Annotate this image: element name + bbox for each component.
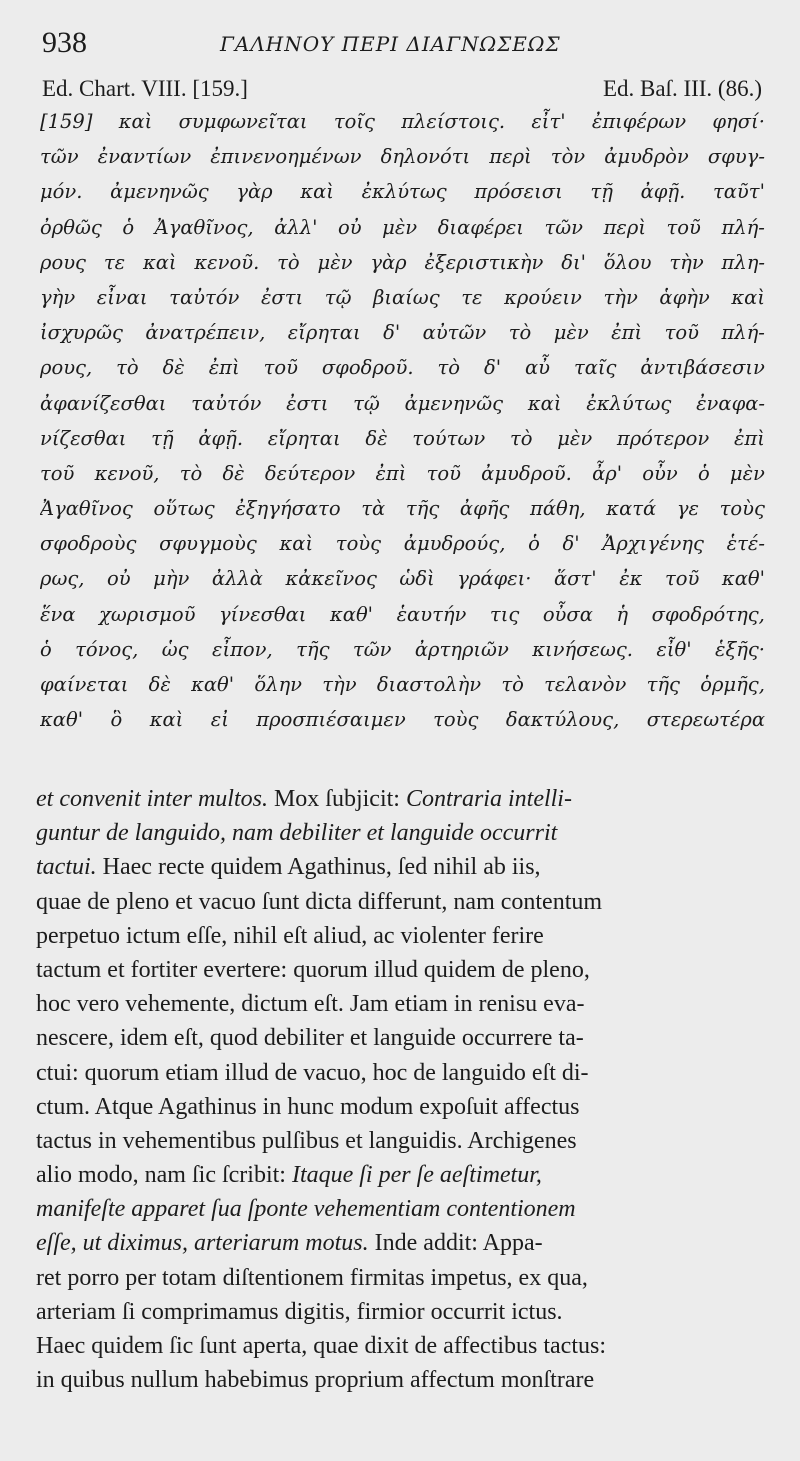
greek-text-line: Ἀγαθῖνος οὕτως ἐξηγήσατο τὰ τῆς ἀφῆς πάθη, κατά γε τοὺς bbox=[40, 497, 765, 521]
latin-text-line bbox=[36, 1124, 765, 1158]
text-run: alio modo, nam ſic ſcribit: bbox=[36, 1162, 292, 1189]
latin-text-line bbox=[36, 1363, 765, 1397]
greek-text-line: σφοδροὺς σφυγμοὺς καὶ τοὺς ἀμυδρούς, ὁ δ' Ἀρχιγένης ἑτέ- bbox=[40, 532, 765, 556]
greek-text-line: ὁ τόνος, ὡς εἶπον, τῆς τῶν ἀρτηριῶν κινήσεως. εἶθ' ἑξῆς· bbox=[40, 637, 765, 661]
latin-text-block bbox=[36, 782, 765, 1397]
latin-text-line bbox=[36, 1295, 765, 1329]
text-run: arteriam ſi comprimamus digitis, firmior occurrit ictus. bbox=[36, 1298, 563, 1325]
greek-text-line: ἀφανίζεσθαι ταὐτόν ἐστι τῷ ἀμενηνῶς καὶ ἐκλύτως ἐναφα- bbox=[40, 391, 765, 415]
greek-text-line: τοῦ κενοῦ, τὸ δὲ δεύτερον ἐπὶ τοῦ ἀμυδροῦ. ἆρ' οὖν ὁ μὲν bbox=[40, 461, 765, 485]
greek-text-line: τῶν ἐναντίων ἐπινενοημένων δηλονότι περὶ τὸν ἀμυδρὸν σφυγ- bbox=[40, 145, 765, 169]
text-run: quae de pleno et vacuo ſunt dicta differunt, nam contentum bbox=[36, 888, 603, 915]
greek-text-line: μόν. ἀμενηνῶς γὰρ καὶ ἐκλύτως πρόσεισι τῇ ἀφῇ. ταῦτ' bbox=[40, 180, 765, 204]
greek-text-line: [159] καὶ συμφωνεῖται τοῖς πλείστοις. εἶτ' ἐπιφέρων φησί· bbox=[40, 110, 765, 133]
latin-text-line bbox=[36, 850, 765, 884]
latin-text-line bbox=[36, 1261, 765, 1295]
latin-text-line bbox=[36, 1192, 765, 1226]
latin-text-line bbox=[36, 885, 765, 919]
text-run: ctum. Atque Agathinus in hunc modum expoſuit affectus bbox=[36, 1093, 580, 1120]
greek-text-line: φαίνεται δὲ καθ' ὅλην τὴν διαστολὴν τὸ τελανὸν τῆς ὁρμῆς, bbox=[40, 673, 765, 696]
edition-references bbox=[42, 76, 762, 106]
greek-text-line: ρως, οὐ μὴν ἀλλὰ κἀκεῖνος ὡδὶ γράφει· ἅστ' ἐκ τοῦ καθ' bbox=[40, 567, 765, 591]
quoted-text-run: guntur de languido, nam debiliter et languide occurrit bbox=[36, 820, 558, 847]
edition-basel-ref: Ed. Baſ. III. (86.) bbox=[602, 76, 762, 101]
latin-text-line bbox=[36, 1090, 765, 1124]
text-run: tactus in vehementibus pulſibus et languidis. Archigenes bbox=[36, 1127, 577, 1154]
quoted-text-run: tactui. bbox=[36, 854, 97, 881]
greek-text-line: νίζεσθαι τῇ ἀφῇ. εἴρηται δὲ τούτων τὸ μὲν πρότερον ἐπὶ bbox=[40, 426, 765, 450]
latin-text-line bbox=[36, 987, 765, 1021]
text-run: Haec recte quidem Agathinus, ſed nihil ab iis, bbox=[96, 854, 541, 881]
latin-text-line bbox=[36, 1056, 765, 1090]
running-title: ΓΑΛΗΝΟΥ ΠΕΡΙ ΔΙΑΓΝΩΣΕΩΣ bbox=[220, 32, 561, 56]
text-run: Inde addit: Appa- bbox=[368, 1230, 543, 1257]
text-run: in quibus nullum habebimus proprium affectum monſtrare bbox=[36, 1367, 595, 1394]
greek-text-block bbox=[40, 104, 765, 737]
latin-text-line bbox=[36, 1226, 765, 1260]
greek-text-line: ὀρθῶς ὁ Ἀγαθῖνος, ἀλλ' οὐ μὲν διαφέρει τῶν περὶ τοῦ πλή- bbox=[40, 215, 765, 239]
greek-text-line: καθ' ὃ καὶ εἰ προσπιέσαιμεν τοὺς δακτύλους, στερεωτέρα bbox=[40, 708, 765, 732]
latin-text-line bbox=[36, 1158, 765, 1192]
page-header bbox=[42, 22, 762, 66]
text-run: ctui: quorum etiam illud de vacuo, hoc de languido eſt di- bbox=[36, 1059, 589, 1086]
latin-text-line bbox=[36, 1021, 765, 1055]
greek-text-line: ρους, τὸ δὲ ἐπὶ τοῦ σφοδροῦ. τὸ δ' αὖ ταῖς ἀντιβάσεσιν bbox=[40, 356, 765, 380]
quoted-text-run: Contraria intelli- bbox=[405, 786, 572, 812]
greek-text-line: ρους τε καὶ κενοῦ. τὸ μὲν γὰρ ἐξεριστικὴν δι' ὅλου τὴν πλη- bbox=[40, 250, 765, 274]
latin-text-line bbox=[36, 782, 765, 816]
text-run: ret porro per totam diſtentionem firmitas impetus, ex qua, bbox=[36, 1264, 588, 1291]
text-run: Mox ſubjicit: bbox=[267, 786, 406, 812]
latin-text-line bbox=[36, 816, 765, 850]
text-run: nescere, idem eſt, quod debiliter et languide occurrere ta- bbox=[36, 1025, 584, 1052]
page-number: 938 bbox=[42, 26, 87, 59]
text-run: hoc vero vehemente, dictum eſt. Jam etiam in renisu eva- bbox=[36, 991, 585, 1018]
edition-chartier-ref: Ed. Chart. VIII. [159.] bbox=[42, 76, 248, 101]
text-run: perpetuo ictum eſſe, nihil eſt aliud, ac violenter ferire bbox=[36, 922, 544, 949]
quoted-text-run: Itaque ſi per ſe aeſtimetur, bbox=[291, 1162, 542, 1189]
latin-text-line bbox=[36, 953, 765, 987]
greek-text-line: γὴν εἶναι ταὐτόν ἐστι τῷ βιαίως τε κρούειν τὴν ἁφὴν καὶ bbox=[40, 285, 765, 309]
text-run: Haec quidem ſic ſunt aperta, quae dixit de affectibus tactus: bbox=[36, 1333, 607, 1359]
greek-text-line: ἰσχυρῶς ἀνατρέπειν, εἴρηται δ' αὐτῶν τὸ μὲν ἐπὶ τοῦ πλή- bbox=[40, 321, 765, 345]
text-run: tactum et fortiter evertere: quorum illud quidem de pleno, bbox=[36, 956, 590, 983]
greek-text-line: ἕνα χωρισμοῦ γίνεσθαι καθ' ἑαυτήν τις οὖσα ἡ σφοδρότης, bbox=[40, 602, 765, 626]
quoted-text-run: eſſe, ut diximus, arteriarum motus. bbox=[36, 1230, 369, 1257]
latin-text-line bbox=[36, 1329, 765, 1363]
quoted-text-run: et convenit inter multos. bbox=[36, 786, 268, 812]
latin-text-line bbox=[36, 919, 765, 953]
quoted-text-run: manifeſte apparet ſua ſponte vehementiam contentionem bbox=[36, 1196, 576, 1223]
